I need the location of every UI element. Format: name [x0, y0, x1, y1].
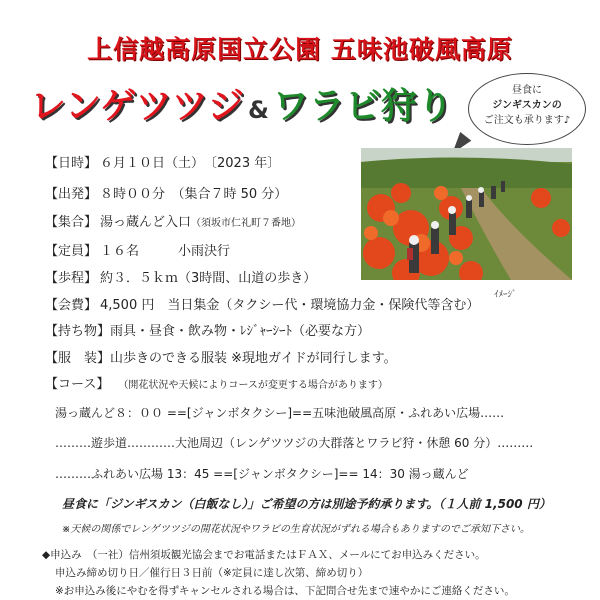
- detail-fee: [45, 294, 479, 313]
- course-note: （開花状況や天候によりコースが変更する場合があります）: [123, 380, 388, 391]
- detail-clothing: [45, 347, 397, 366]
- hiking-photo: [361, 148, 572, 280]
- course-label: 【コース】: [45, 377, 110, 392]
- title-azalea: レンゲツツジ: [30, 86, 245, 127]
- title-bracken: ワラビ狩り: [272, 86, 453, 127]
- fee-value: 4,500 円 当日集金（タクシー代・環境協力金・保険代等含む）: [100, 298, 480, 313]
- image-note: ｲﾒｰｼﾞ: [494, 290, 517, 300]
- footer-cancel: ※お申込み後にやむを得ずキャンセルされる場合は、下記問合せ先まで速やかにご連絡ください。: [55, 585, 515, 597]
- bubble-line2: ジンギスカンの: [492, 100, 562, 111]
- bubble-line1: 昼食に: [512, 85, 542, 96]
- title-line1: 上信越高原国立公園 五味池破風高原: [87, 35, 513, 64]
- detail-departure: [45, 183, 287, 202]
- speech-bubble: [468, 73, 586, 145]
- bubble-line3: ご注文も承ります♪: [483, 115, 571, 126]
- datetime-label: 【日時】: [45, 156, 98, 171]
- footer-apply: ◆申込み （一社）信州須坂観光協会までお電話またはＦＡＸ、メールにてお申込みください。: [42, 549, 486, 561]
- belongings-value: 雨具・昼食・飲み物・ﾚｼﾞｬｰｼｰﾄ（必要な方）: [110, 324, 371, 339]
- detail-walking: [45, 267, 316, 286]
- meeting-label: 【集合】: [45, 215, 98, 230]
- clothing-value: 山歩きのできる服装 ※現地ガイドが同行します。: [110, 351, 397, 366]
- course-line3: ………ふれあい広場 13：45 ==[ジャンボタクシー]== 14：30 湯っ蔵んど: [55, 467, 469, 481]
- departure-label: 【出発】: [45, 187, 98, 202]
- detail-datetime: [45, 152, 280, 171]
- belongings-label: 【持ち物】: [45, 324, 111, 339]
- title-line2: [30, 78, 453, 129]
- capacity-label: 【定員】: [45, 244, 98, 259]
- course-heading: [45, 373, 388, 392]
- walking-label: 【歩程】: [45, 271, 98, 286]
- datetime-value: ６月１０日（土） 〔2023 年〕: [100, 156, 281, 171]
- title-ampersand: &: [248, 96, 269, 124]
- departure-value: ８時００分 （集合７時 50 分）: [100, 187, 288, 202]
- clothing-label: 【服 装】: [45, 351, 111, 366]
- detail-belongings: [45, 320, 370, 339]
- fee-label: 【会費】: [45, 298, 98, 313]
- footer-deadline: 申込み締め切り日／催行日３日前（※定員に達し次第、締め切り）: [55, 567, 369, 579]
- course-line1: 湯っ蔵んど８：００ ==[ジャンボタクシー]==五味池破風高原・ふれあい広場……: [55, 406, 505, 420]
- detail-capacity: [45, 240, 230, 259]
- lunch-note: 昼食に「ジンギスカン（白飯なし）」ご希望の方は別途予約承ります。（１人前 1,500 円）: [62, 497, 551, 511]
- course-line2: ………遊歩道…………大池周辺（レンゲツツジの大群落とワラビ狩・休憩 60 分）………: [55, 436, 534, 450]
- meeting-value: 湯っ蔵んど入口: [100, 215, 192, 230]
- detail-meeting: [45, 211, 301, 230]
- walking-value: 約３．５ｋｍ（3時間、山道の歩き）: [100, 271, 317, 286]
- meeting-address: （須坂市仁礼町７番地）: [191, 218, 302, 229]
- capacity-value: １６名 小雨決行: [100, 244, 231, 259]
- weather-note: ※天候の関係でレンゲツツジの開花状況やワラビの生育状況がずれる場合もありますのでご承知下さい。: [62, 524, 530, 535]
